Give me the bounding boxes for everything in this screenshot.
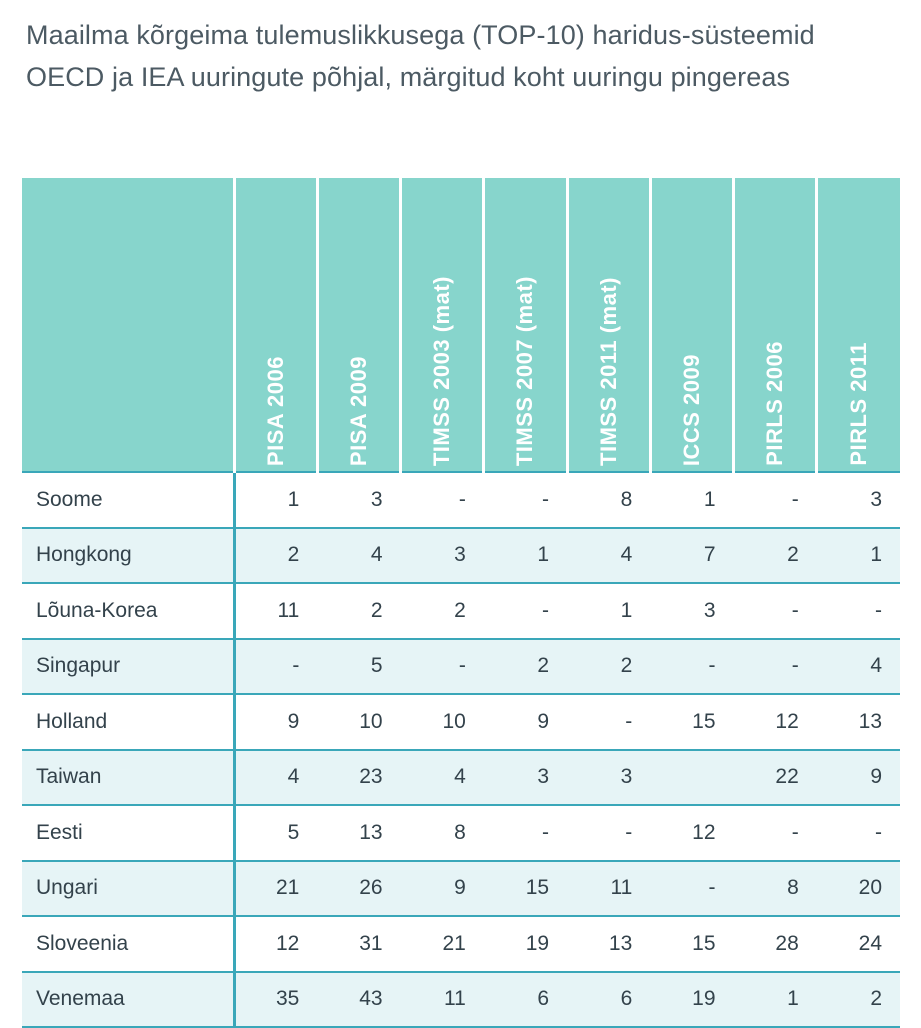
cell: 2 (567, 639, 650, 695)
cell: 10 (317, 694, 400, 750)
cell: - (650, 639, 733, 695)
row-label: Venemaa (22, 972, 234, 1028)
cell: - (817, 805, 900, 861)
header-label-4: TIMSS 2011 (mat) (595, 277, 621, 466)
row-label: Holland (22, 694, 234, 750)
header-row (22, 178, 900, 472)
header-label-0: PISA 2006 (262, 355, 288, 466)
header-cell-4 (567, 178, 650, 472)
cell: 3 (650, 583, 733, 639)
cell: - (734, 805, 817, 861)
cell: 8 (734, 861, 817, 917)
cell: 20 (817, 861, 900, 917)
cell: - (484, 805, 567, 861)
cell: 1 (567, 583, 650, 639)
cell: - (234, 639, 317, 695)
table-row (22, 694, 900, 750)
header-label-6: PIRLS 2006 (762, 341, 788, 466)
row-label: Lõuna-Korea (22, 583, 234, 639)
table-row (22, 750, 900, 806)
cell: 28 (734, 916, 817, 972)
cell: 9 (484, 694, 567, 750)
ranking-table-container (22, 178, 900, 1028)
cell: 23 (317, 750, 400, 806)
cell: - (650, 861, 733, 917)
header-cell-0 (234, 178, 317, 472)
cell: 2 (401, 583, 484, 639)
cell: - (484, 472, 567, 528)
row-label: Singapur (22, 639, 234, 695)
cell: - (484, 583, 567, 639)
cell: 4 (567, 528, 650, 584)
table-row (22, 583, 900, 639)
table-row (22, 639, 900, 695)
cell: 11 (401, 972, 484, 1028)
cell: 5 (317, 639, 400, 695)
cell: 8 (567, 472, 650, 528)
header-label-5: ICCS 2009 (678, 353, 704, 466)
cell: 19 (650, 972, 733, 1028)
table-row (22, 861, 900, 917)
cell: 3 (567, 750, 650, 806)
header-label-7: PIRLS 2011 (846, 342, 872, 466)
cell: 4 (401, 750, 484, 806)
row-label: Eesti (22, 805, 234, 861)
cell: 13 (567, 916, 650, 972)
cell: 1 (650, 472, 733, 528)
cell: 22 (734, 750, 817, 806)
cell: 4 (817, 639, 900, 695)
row-label: Taiwan (22, 750, 234, 806)
cell: 31 (317, 916, 400, 972)
cell: 13 (317, 805, 400, 861)
cell: 15 (650, 694, 733, 750)
cell: 2 (817, 972, 900, 1028)
cell: 3 (317, 472, 400, 528)
row-label: Ungari (22, 861, 234, 917)
cell (650, 750, 733, 806)
row-label: Sloveenia (22, 916, 234, 972)
page-title: Maailma kõrgeima tulemuslikkusega (TOP-10) haridus-süsteemid OECD ja IEA uuringute põhjal, märgitud koht uuringu pingereas (26, 20, 815, 92)
cell: 7 (650, 528, 733, 584)
cell: 2 (484, 639, 567, 695)
cell: 1 (234, 472, 317, 528)
cell: 19 (484, 916, 567, 972)
cell: 24 (817, 916, 900, 972)
row-label: Soome (22, 472, 234, 528)
cell: - (567, 805, 650, 861)
cell: 15 (484, 861, 567, 917)
cell: 2 (234, 528, 317, 584)
cell: 3 (484, 750, 567, 806)
header-cell-7 (817, 178, 900, 472)
cell: - (401, 639, 484, 695)
cell: - (734, 639, 817, 695)
table-row (22, 472, 900, 528)
cell: 1 (484, 528, 567, 584)
cell: 9 (817, 750, 900, 806)
row-label: Hongkong (22, 528, 234, 584)
header-cell-3 (484, 178, 567, 472)
cell: 1 (817, 528, 900, 584)
header-cell-2 (401, 178, 484, 472)
cell: 6 (484, 972, 567, 1028)
cell: 15 (650, 916, 733, 972)
cell: 6 (567, 972, 650, 1028)
cell: 8 (401, 805, 484, 861)
cell: 35 (234, 972, 317, 1028)
cell: 11 (234, 583, 317, 639)
cell: 4 (317, 528, 400, 584)
cell: 2 (734, 528, 817, 584)
table-row (22, 528, 900, 584)
cell: 3 (817, 472, 900, 528)
cell: 13 (817, 694, 900, 750)
cell: 26 (317, 861, 400, 917)
table-row (22, 805, 900, 861)
header-cell-country (22, 178, 234, 472)
cell: 12 (734, 694, 817, 750)
cell: 10 (401, 694, 484, 750)
cell: - (567, 694, 650, 750)
table-row (22, 972, 900, 1028)
cell: 5 (234, 805, 317, 861)
header-label-2: TIMSS 2003 (mat) (429, 275, 455, 466)
cell: 43 (317, 972, 400, 1028)
table-row (22, 916, 900, 972)
cell: 21 (401, 916, 484, 972)
cell: - (734, 472, 817, 528)
cell: 9 (234, 694, 317, 750)
header-cell-6 (734, 178, 817, 472)
header-cell-1 (317, 178, 400, 472)
cell: 9 (401, 861, 484, 917)
header-label-3: TIMSS 2007 (mat) (512, 275, 538, 466)
table-body (22, 472, 900, 1027)
cell: 12 (650, 805, 733, 861)
cell: - (817, 583, 900, 639)
cell: 1 (734, 972, 817, 1028)
cell: 12 (234, 916, 317, 972)
cell: 4 (234, 750, 317, 806)
header-label-1: PISA 2009 (345, 355, 371, 466)
ranking-table (22, 178, 900, 1028)
cell: 2 (317, 583, 400, 639)
table-header (22, 178, 900, 472)
header-cell-5 (650, 178, 733, 472)
cell: 3 (401, 528, 484, 584)
cell: - (734, 583, 817, 639)
cell: 11 (567, 861, 650, 917)
cell: 21 (234, 861, 317, 917)
cell: - (401, 472, 484, 528)
